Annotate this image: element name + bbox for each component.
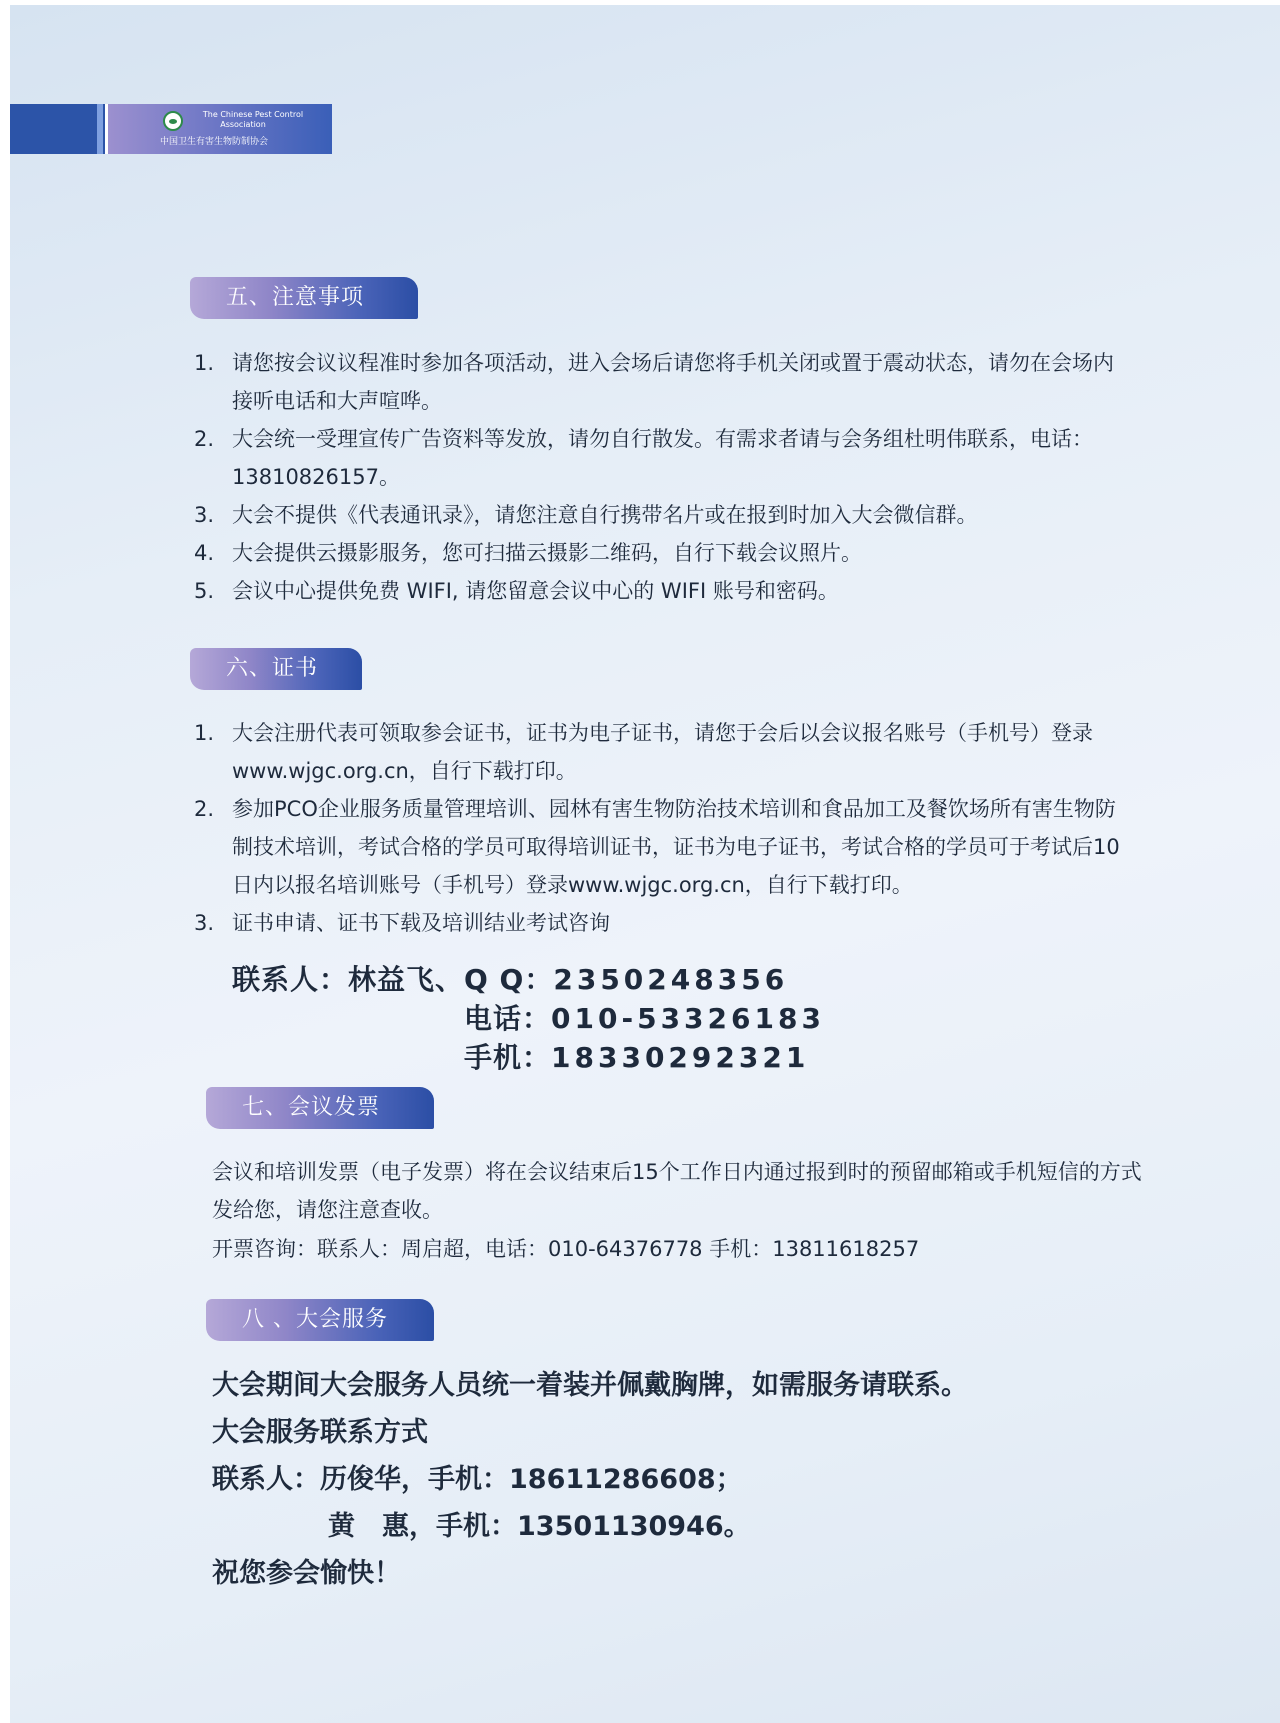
service-contact-line: 黄 惠，手机：13501130946。 bbox=[328, 1511, 751, 1542]
logo-english-name: The Chinese Pest Control bbox=[202, 110, 304, 119]
list-item: 1. 请您按会议议程准时参加各项活动，进入会场后请您将手机关闭或置于震动状态，请勿在会场内接听电话和大声喧哗。 bbox=[194, 351, 1114, 413]
certificate-mobile-line: 手机：18330292321 bbox=[464, 1041, 810, 1074]
document-page bbox=[10, 5, 1280, 1723]
list-item: 3. 大会不提供《代表通讯录》，请您注意自行携带名片或在报到时加入大会微信群。 bbox=[194, 503, 978, 527]
association-logo-band bbox=[10, 104, 332, 154]
logo-english-name: Association bbox=[220, 120, 266, 129]
list-item: 1. 大会注册代表可领取参会证书，证书为电子证书，请您于会后以会议报名账号（手机号）登录www.wjgc.org.cn，自行下载打印。 bbox=[194, 721, 1093, 783]
list-item: 2. 大会统一受理宣传广告资料等发放，请勿自行散发。有需求者请与会务组杜明伟联系，电话：13810826157。 bbox=[194, 427, 1093, 489]
list-item: 4. 大会提供云摄影服务，您可扫描云摄影二维码，自行下载会议照片。 bbox=[194, 541, 862, 565]
list-item: 3. 证书申请、证书下载及培训结业考试咨询 bbox=[194, 911, 610, 935]
closing-greeting: 祝您参会愉快！ bbox=[212, 1558, 401, 1589]
list-item: 5. 会议中心提供免费 WIFI, 请您留意会议中心的 WIFI 账号和密码。 bbox=[194, 579, 839, 603]
logo-panel bbox=[108, 104, 332, 154]
service-line: 大会期间大会服务人员统一着装并佩戴胸牌，如需服务请联系。 bbox=[212, 1370, 968, 1401]
section-8-header: 八 、大会服务 bbox=[206, 1299, 434, 1341]
logo-chinese-name: 中国卫生有害生物防制协会 bbox=[160, 137, 269, 147]
section-6-list bbox=[194, 714, 1134, 942]
list-item: 2. 参加PCO企业服务质量管理培训、园林有害生物防治技术培训和食品加工及餐饮场所有害生物防制技术培训，考试合格的学员可取得培训证书，证书为电子证书，考试合格的学员可于考试后10日内以报名培训账号（手机号）登录www.wjgc.org.cn，自行下载打印。 bbox=[194, 797, 1120, 897]
logo-stripe bbox=[97, 104, 103, 154]
invoice-paragraph: 会议和培训发票（电子发票）将在会议结束后15个工作日内通过报到时的预留邮箱或手机短信的方式发给您，请您注意查收。 bbox=[212, 1160, 1142, 1222]
service-line: 大会服务联系方式 bbox=[212, 1417, 428, 1448]
service-contact-line: 联系人：历俊华，手机：18611286608； bbox=[212, 1464, 743, 1495]
certificate-phone-line: 电话：010-53326183 bbox=[464, 1002, 825, 1035]
section-5-list bbox=[194, 344, 1134, 610]
section-5-header: 五、注意事项 bbox=[190, 277, 418, 319]
invoice-consult-line: 开票咨询：联系人：周启超，电话：010-64376778 手机：13811618257 bbox=[212, 1237, 920, 1261]
certificate-contact-line: 联系人：林益飞、Q Q：2350248356 bbox=[232, 963, 789, 996]
section-7-header: 七、会议发票 bbox=[206, 1087, 434, 1129]
section-6-header: 六、证书 bbox=[190, 648, 362, 690]
